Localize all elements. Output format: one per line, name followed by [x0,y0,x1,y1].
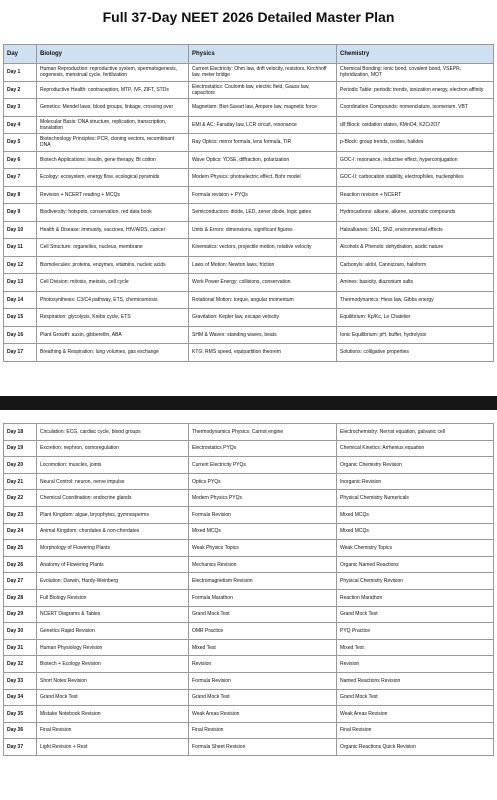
physics-cell: Optics PYQs [189,473,337,490]
physics-cell: Thermodynamics Physics: Carnot engine [189,424,337,441]
physics-cell: Units & Errors: dimensions, significant figures [189,221,337,239]
day-cell: Day 32 [4,656,37,673]
table-row [4,672,494,689]
day-cell: Day 22 [4,490,37,507]
biology-cell: Locomotion: muscles, joints [37,457,189,474]
physics-cell: Grand Mock Test [189,606,337,623]
table-row [4,134,494,152]
physics-cell: Current Electricity: Ohm law, drift velocity, resistors, Kirchhoff law, meter bridge [189,64,337,82]
chemistry-cell: Alcohols & Phenols: dehydration, acidic nature [337,239,494,257]
chemistry-cell: d/f Block: oxidation states, KMnO4, K2Cr2O7 [337,116,494,134]
day-cell: Day 12 [4,256,37,274]
chemistry-cell: Haloalkanes: SN1, SN2, environmental effects [337,221,494,239]
chemistry-cell: Physical Chemistry Revision [337,573,494,590]
chemistry-cell: Amines: basicity, diazonium salts [337,274,494,292]
table-row [4,656,494,673]
chemistry-cell: Equilibrium: Kp/Kc, Le Chatelier [337,309,494,327]
table-row [4,81,494,99]
physics-cell: Work Power Energy: collisions, conservation [189,274,337,292]
physics-cell: Formula Revision [189,506,337,523]
table-row [4,506,494,523]
physics-cell: Kinematics: vectors, projectile motion, relative velocity [189,239,337,257]
chemistry-cell: Grand Mock Test [337,689,494,706]
biology-cell: Revision + NCERT reading + MCQs [37,186,189,204]
table-row [4,490,494,507]
physics-cell: Electromagnetism Revision [189,573,337,590]
chemistry-cell: Final Revision [337,722,494,739]
day-cell: Day 36 [4,722,37,739]
day-cell: Day 30 [4,623,37,640]
chemistry-cell: Named Reactions Revision [337,672,494,689]
day-cell: Day 13 [4,274,37,292]
chemistry-cell: Thermodynamics: Hess law, Gibbs energy [337,291,494,309]
physics-cell: Grand Mock Test [189,689,337,706]
biology-cell: Plant Kingdom: algae, bryophytes, gymnosperms [37,506,189,523]
physics-cell: Electrostatics PYQs [189,440,337,457]
day-cell: Day 20 [4,457,37,474]
table-row [4,523,494,540]
chemistry-cell: Solutions: colligative properties [337,344,494,362]
table-row [4,424,494,441]
day-cell: Day 3 [4,99,37,117]
day-cell: Day 9 [4,204,37,222]
biology-cell: Chemical Coordination: endocrine glands [37,490,189,507]
physics-cell: Formula Revision [189,672,337,689]
physics-cell: Wave Optics: YDSE, diffraction, polarization [189,151,337,169]
day-cell: Day 17 [4,344,37,362]
biology-cell: Photosynthesis: C3/C4 pathway, ETS, chemiosmosis [37,291,189,309]
physics-cell: Gravitation: Kepler law, escape velocity [189,309,337,327]
table-row [4,639,494,656]
table-row [4,722,494,739]
biology-cell: Anatomy of Flowering Plants [37,556,189,573]
table-row [4,344,494,362]
chemistry-cell: Coordination Compounds: nomenclature, isomerism, VBT [337,99,494,117]
physics-cell: Mixed Test [189,639,337,656]
biology-cell: Grand Mock Test [37,689,189,706]
day-cell: Day 34 [4,689,37,706]
table-row [4,169,494,187]
day-cell: Day 18 [4,424,37,441]
physics-cell: Modern Physics: photoelectric effect, Bohr model [189,169,337,187]
day-cell: Day 37 [4,739,37,756]
biology-cell: Cell Division: mitosis, meiosis, cell cycle [37,274,189,292]
table-row [4,256,494,274]
physics-cell: Current Electricity PYQs [189,457,337,474]
header-day: Day [4,45,37,64]
table-row [4,440,494,457]
biology-cell: Reproductive Health: contraception, MTP, IVF, ZIFT, STDs [37,81,189,99]
table-row [4,556,494,573]
table-row [4,589,494,606]
biology-cell: Neural Control: neuron, nerve impulse [37,473,189,490]
biology-cell: Evolution: Darwin, Hardy-Weinberg [37,573,189,590]
biology-cell: Short Notes Revision [37,672,189,689]
chemistry-cell: Organic Chemistry Revision [337,457,494,474]
table-header-row [4,45,494,64]
physics-cell: Formula revision + PYQs [189,186,337,204]
biology-cell: Animal Kingdom: chordates & non-chordates [37,523,189,540]
chemistry-cell: Electrochemistry: Nernst equation, galvanic cell [337,424,494,441]
day-cell: Day 11 [4,239,37,257]
table-row [4,573,494,590]
day-cell: Day 31 [4,639,37,656]
table-row [4,99,494,117]
day-cell: Day 15 [4,309,37,327]
day-cell: Day 33 [4,672,37,689]
chemistry-cell: Physical Chemistry Numericals [337,490,494,507]
table-row [4,326,494,344]
biology-cell: Cell Structure: organelles, nucleus, membrane [37,239,189,257]
biology-cell: Health & Disease: immunity, vaccines, HIV/AIDS, cancer [37,221,189,239]
chemistry-cell: Organic Reactions Quick Revision [337,739,494,756]
physics-cell: Formula Sheet Revision [189,739,337,756]
biology-cell: NCERT Diagrams & Tables [37,606,189,623]
plan-table-part-2 [3,423,494,756]
physics-cell: Laws of Motion: Newton laws, friction [189,256,337,274]
biology-cell: Human Reproduction: reproductive system, spermatogenesis, oogenesis, menstrual cycle, fertilization [37,64,189,82]
day-cell: Day 7 [4,169,37,187]
biology-cell: Biodiversity: hotspots, conservation, red data book [37,204,189,222]
table-row [4,739,494,756]
chemistry-cell: Mixed MCQs [337,523,494,540]
biology-cell: Morphology of Flowering Plants [37,540,189,557]
biology-cell: Plant Growth: auxin, gibberellin, ABA [37,326,189,344]
day-cell: Day 8 [4,186,37,204]
table-row [4,186,494,204]
header-chemistry: Chemistry [337,45,494,64]
chemistry-cell: GOC-I: resonance, inductive effect, hyperconjugation [337,151,494,169]
biology-cell: Biomolecules: proteins, enzymes, vitamins, nucleic acids [37,256,189,274]
table-row [4,309,494,327]
biology-cell: Respiration: glycolysis, Krebs cycle, ETS [37,309,189,327]
biology-cell: Ecology: ecosystem, energy flow, ecological pyramids [37,169,189,187]
biology-cell: Biotech + Ecology Revision [37,656,189,673]
chemistry-cell: Reaction revision + NCERT [337,186,494,204]
biology-cell: Genetics: Mendel laws, blood groups, linkage, crossing over [37,99,189,117]
chemistry-cell: Carbonyls: aldol, Cannizzaro, haloform [337,256,494,274]
chemistry-cell: Reaction Marathon [337,589,494,606]
biology-cell: Mistake Notebook Revision [37,706,189,723]
day-cell: Day 28 [4,589,37,606]
table-row [4,221,494,239]
day-cell: Day 25 [4,540,37,557]
physics-cell: OMR Practice [189,623,337,640]
chemistry-cell: Revision [337,656,494,673]
physics-cell: Weak Physics Topics [189,540,337,557]
day-cell: Day 35 [4,706,37,723]
table-body-part-1 [4,64,494,362]
plan-table-part-1 [3,44,494,362]
day-cell: Day 24 [4,523,37,540]
physics-cell: KTG: RMS speed, equipartition theorem [189,344,337,362]
day-cell: Day 5 [4,134,37,152]
chemistry-cell: Ionic Equilibrium: pH, buffer, hydrolysis [337,326,494,344]
chemistry-cell: Mixed Test [337,639,494,656]
day-cell: Day 1 [4,64,37,82]
biology-cell: Molecular Basis: DNA structure, replication, transcription, translation [37,116,189,134]
biology-cell: Biotech Applications: insulin, gene therapy, Bt cotton [37,151,189,169]
page-divider [0,396,497,410]
chemistry-cell: Weak Areas Revision [337,706,494,723]
chemistry-cell: Periodic Table: periodic trends, ionization energy, electron affinity [337,81,494,99]
table-row [4,239,494,257]
header-physics: Physics [189,45,337,64]
biology-cell: Breathing & Respiration: lung volumes, gas exchange [37,344,189,362]
biology-cell: Genetics Rapid Revision [37,623,189,640]
physics-cell: Revision [189,656,337,673]
chemistry-cell: Inorganic Revision [337,473,494,490]
biology-cell: Final Revision [37,722,189,739]
header-biology: Biology [37,45,189,64]
chemistry-cell: Organic Named Reactions [337,556,494,573]
biology-cell: Full Biology Revision [37,589,189,606]
day-cell: Day 14 [4,291,37,309]
physics-cell: Weak Areas Revision [189,706,337,723]
table-row [4,274,494,292]
table-row [4,540,494,557]
chemistry-cell: GOC-II: carbocation stability, electrophiles, nucleophiles [337,169,494,187]
day-cell: Day 19 [4,440,37,457]
chemistry-cell: Weak Chemistry Topics [337,540,494,557]
table-row [4,606,494,623]
physics-cell: Ray Optics: mirror formula, lens formula, TIR [189,134,337,152]
day-cell: Day 6 [4,151,37,169]
biology-cell: Circulation: ECG, cardiac cycle, blood groups [37,424,189,441]
physics-cell: Modern Physics PYQs [189,490,337,507]
table-row [4,623,494,640]
table-body-part-2 [4,424,494,756]
day-cell: Day 2 [4,81,37,99]
day-cell: Day 26 [4,556,37,573]
day-cell: Day 10 [4,221,37,239]
physics-cell: Mechanics Revision [189,556,337,573]
day-cell: Day 23 [4,506,37,523]
biology-cell: Human Physiology Revision [37,639,189,656]
chemistry-cell: p-Block: group trends, oxides, halides [337,134,494,152]
chemistry-cell: Chemical Bonding: ionic bond, covalent bond, VSEPR, hybridization, MOT [337,64,494,82]
physics-cell: Final Revision [189,722,337,739]
day-cell: Day 27 [4,573,37,590]
biology-cell: Biotechnology Principles: PCR, cloning vectors, recombinant DNA [37,134,189,152]
physics-cell: Electrostatics: Coulomb law, electric field, Gauss law, capacitors [189,81,337,99]
day-cell: Day 4 [4,116,37,134]
biology-cell: Excretion: nephron, osmoregulation [37,440,189,457]
table-row [4,204,494,222]
table-row [4,151,494,169]
table-row [4,473,494,490]
physics-cell: Magnetism: Biot-Savart law, Ampere law, magnetic force [189,99,337,117]
table-row [4,457,494,474]
physics-cell: Formula Marathon [189,589,337,606]
day-cell: Day 21 [4,473,37,490]
physics-cell: EMI & AC: Faraday law, LCR circuit, resonance [189,116,337,134]
physics-cell: Rotational Motion: torque, angular momentum [189,291,337,309]
biology-cell: Light Revision + Rest [37,739,189,756]
physics-cell: Semiconductors: diode, LED, zener diode, logic gates [189,204,337,222]
table-row [4,116,494,134]
physics-cell: Mixed MCQs [189,523,337,540]
day-cell: Day 16 [4,326,37,344]
physics-cell: SHM & Waves: standing waves, beats [189,326,337,344]
chemistry-cell: PYQ Practice [337,623,494,640]
chemistry-cell: Grand Mock Test [337,606,494,623]
chemistry-cell: Chemical Kinetics: Arrhenius equation [337,440,494,457]
day-cell: Day 29 [4,606,37,623]
table-row [4,291,494,309]
chemistry-cell: Mixed MCQs [337,506,494,523]
table-row [4,706,494,723]
page-title: Full 37-Day NEET 2026 Detailed Master Plan [102,9,395,25]
table-row [4,64,494,82]
chemistry-cell: Hydrocarbons: alkane, alkene, aromatic compounds [337,204,494,222]
table-row [4,689,494,706]
